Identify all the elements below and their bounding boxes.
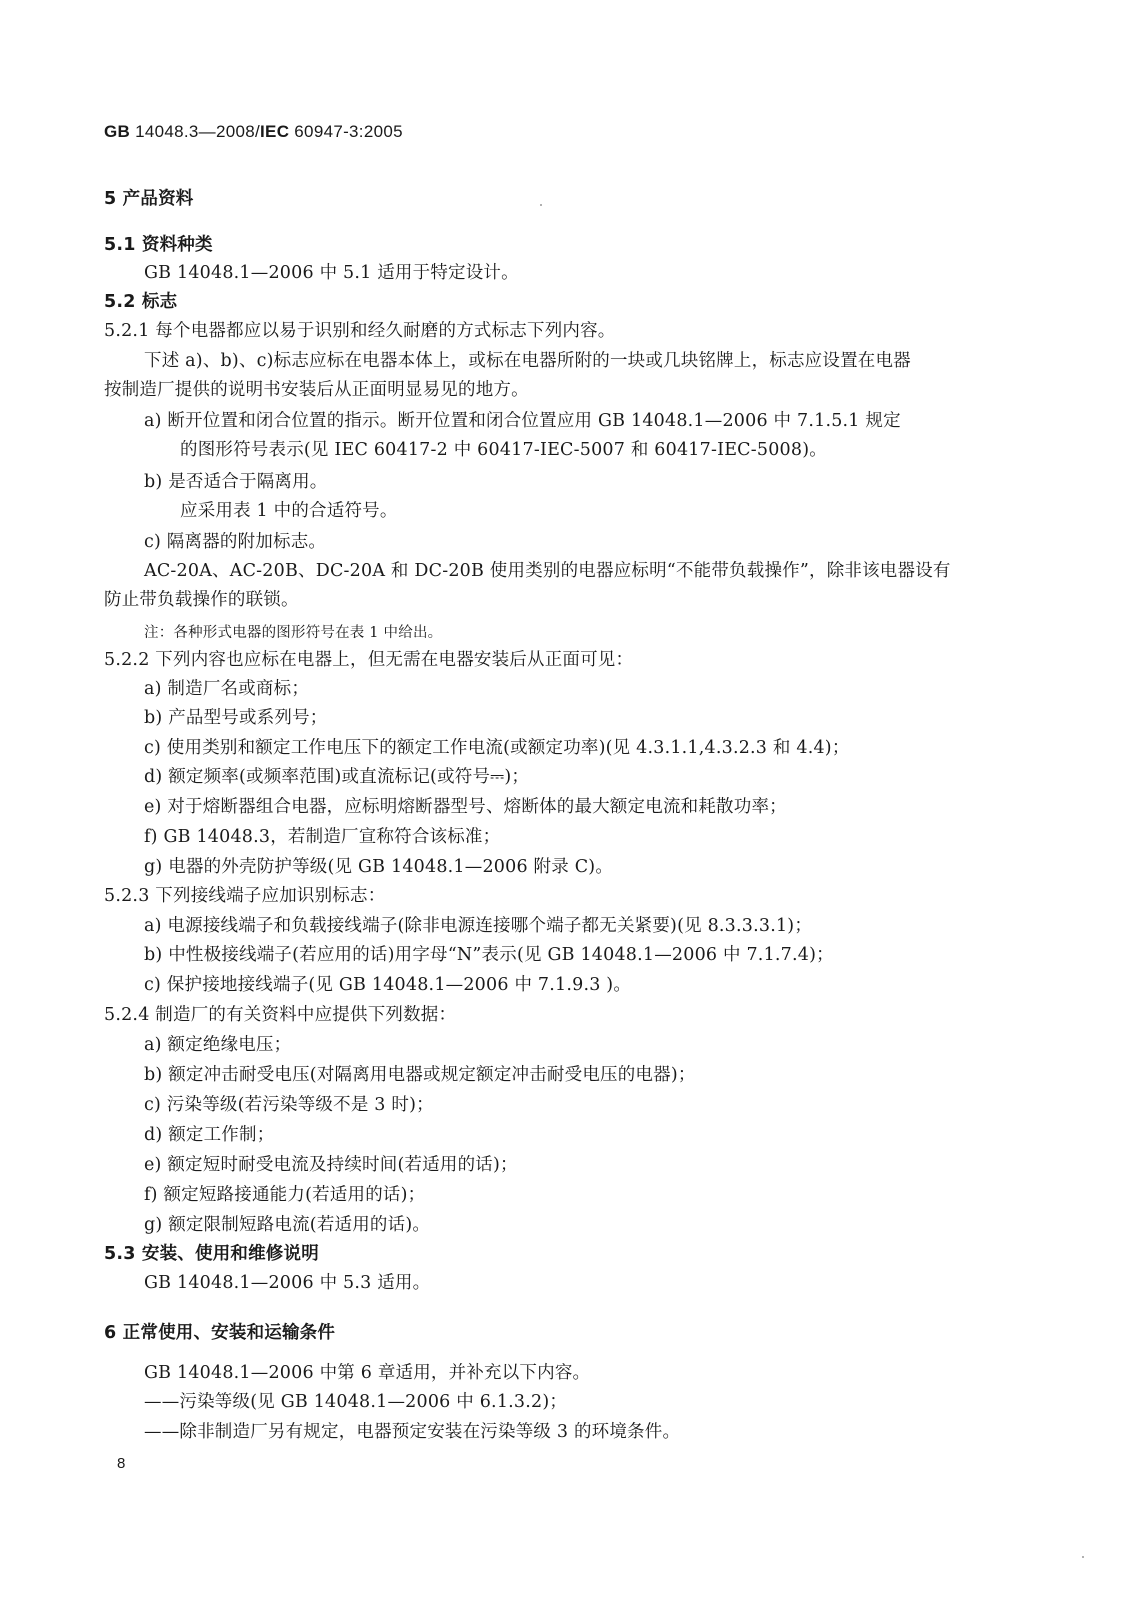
std-number: 14048.3—2008/	[130, 122, 261, 141]
list-item: d) 额定工作制；	[144, 1125, 275, 1145]
list-item: c) 污染等级(若污染等级不是 3 时)；	[144, 1095, 434, 1115]
list-item: f) GB 14048.3，若制造厂宣称符合该标准；	[144, 827, 501, 847]
paragraph: 下述 a)、b)、c)标志应标在电器本体上，或标在电器所附的一块或几块铭牌上，标志应设置在电器	[144, 351, 911, 371]
list-item-continuation: 的图形符号表示(见 IEC 60417-2 中 60417-IEC-5007 和 60417-IEC-5008)。	[180, 440, 827, 460]
list-item: b) 是否适合于隔离用。	[144, 472, 328, 492]
section-heading: 5 产品资料	[104, 189, 194, 209]
list-item: a) 额定绝缘电压；	[144, 1035, 292, 1055]
dash-item: ——污染等级(见 GB 14048.1—2006 中 6.1.3.2)；	[144, 1392, 568, 1412]
list-item: c) 隔离器的附加标志。	[144, 532, 327, 552]
list-item: b) 额定冲击耐受电压(对隔离用电器或规定额定冲击耐受电压的电器)；	[144, 1065, 696, 1085]
list-item-continuation: 应采用表 1 中的合适符号。	[180, 501, 398, 521]
paragraph: GB 14048.1—2006 中 5.3 适用。	[144, 1273, 431, 1293]
paragraph: 防止带负载操作的联锁。	[104, 590, 299, 610]
list-item: a) 电源接线端子和负载接线端子(除非电源连接哪个端子都无关紧要)(见 8.3.3.3.1)；	[144, 916, 813, 936]
scan-speck	[1082, 1556, 1084, 1558]
iec-prefix: IEC	[260, 122, 290, 141]
clause-text: 5.2.3 下列接线端子应加识别标志：	[104, 886, 386, 906]
paragraph: 按制造厂提供的说明书安装后从正面明显易见的地方。	[104, 380, 529, 400]
list-item: b) 中性极接线端子(若应用的话)用字母“N”表示(见 GB 14048.1—2006 中 7.1.7.4)；	[144, 945, 834, 965]
iec-number: 60947-3:2005	[289, 122, 403, 141]
list-item: e) 对于熔断器组合电器，应标明熔断器型号、熔断体的最大额定电流和耗散功率；	[144, 797, 787, 817]
subsection-heading: 5.1 资料种类	[104, 235, 213, 255]
list-item: c) 保护接地接线端子(见 GB 14048.1—2006 中 7.1.9.3 )。	[144, 975, 632, 995]
dash-item: ——除非制造厂另有规定，电器预定安装在污染等级 3 的环境条件。	[144, 1422, 681, 1442]
std-prefix: GB	[104, 122, 131, 141]
subsection-heading: 5.2 标志	[104, 292, 178, 312]
list-item: e) 额定短时耐受电流及持续时间(若适用的话)；	[144, 1155, 518, 1175]
section-heading: 6 正常使用、安装和运输条件	[104, 1323, 336, 1343]
list-item: c) 使用类别和额定工作电压下的额定工作电流(或额定功率)(见 4.3.1.1,4.3.2.3 和 4.4)；	[144, 738, 850, 758]
note-text: 注：各种形式电器的图形符号在表 1 中给出。	[144, 625, 443, 641]
paragraph: GB 14048.1—2006 中第 6 章适用，并补充以下内容。	[144, 1363, 591, 1383]
paragraph: AC-20A、AC-20B、DC-20A 和 DC-20B 使用类别的电器应标明“不能带负载操作”，除非该电器设有	[144, 561, 951, 581]
subsection-heading: 5.3 安装、使用和维修说明	[104, 1244, 319, 1264]
page-number: 8	[117, 1455, 126, 1472]
document-header	[104, 120, 403, 144]
clause-text: 5.2.1 每个电器都应以易于识别和经久耐磨的方式标志下列内容。	[104, 321, 616, 341]
scan-speck	[540, 204, 542, 206]
list-item: g) 电器的外壳防护等级(见 GB 14048.1—2006 附录 C)。	[144, 857, 614, 877]
list-item: a) 制造厂名或商标；	[144, 679, 310, 699]
paragraph: GB 14048.1—2006 中 5.1 适用于特定设计。	[144, 263, 519, 283]
list-item: a) 断开位置和闭合位置的指示。断开位置和闭合位置应用 GB 14048.1—2006 中 7.1.5.1 规定	[144, 411, 901, 431]
list-item: d) 额定频率(或频率范围)或直流标记(或符号⎓)；	[144, 767, 530, 787]
list-item: f) 额定短路接通能力(若适用的话)；	[144, 1185, 426, 1205]
list-item: g) 额定限制短路电流(若适用的话)。	[144, 1215, 431, 1235]
clause-text: 5.2.4 制造厂的有关资料中应提供下列数据：	[104, 1005, 457, 1025]
list-item: b) 产品型号或系列号；	[144, 708, 328, 728]
clause-text: 5.2.2 下列内容也应标在电器上，但无需在电器安装后从正面可见：	[104, 650, 634, 670]
